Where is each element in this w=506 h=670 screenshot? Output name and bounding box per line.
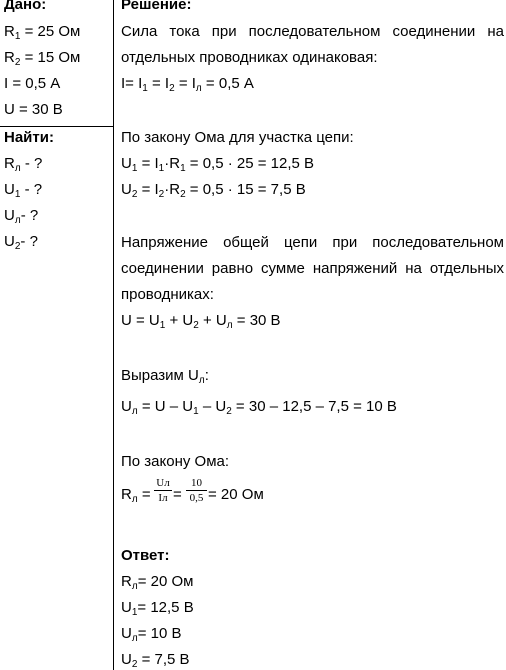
given-u: U = 30 В [4, 101, 63, 118]
given-i: I = 0,5 А [4, 75, 61, 92]
solution-heading: Решение: [121, 0, 192, 13]
fraction-denominator: Iл [158, 492, 168, 504]
given-r2: $R_2 = 15$ Ом [4, 49, 81, 68]
equation-u1: $U_1 = I_1\cdot R_1 = 0,5 \cdot 25 = 12,5$ В [121, 155, 315, 174]
fraction-10-05 [186, 477, 207, 504]
fraction-numerator: 10 [191, 477, 202, 489]
answer-item: $U_2 = 7,5$ В [121, 651, 190, 670]
answer-item: $U_л= 10$ В [121, 625, 182, 644]
solution-paragraph-line: отдельных проводниках одинаковая: [121, 49, 378, 66]
express-ul: Выразим $U_л$: [121, 367, 209, 386]
fraction-denominator: 0,5 [189, 492, 204, 504]
answer-item: $R_л= 20$ Ом [121, 573, 194, 592]
solution-paragraph-line: Напряжение общей цепи при последовательном [121, 234, 504, 251]
answer-item: $U_1= 12,5$ В [121, 599, 194, 618]
find-item: $U_2-$ ? [4, 233, 38, 252]
column-divider [113, 0, 114, 670]
equation-current: $I= I_1 = I_2 = I_л = 0,5$ А [121, 75, 254, 94]
solution-paragraph-line: Сила тока при последовательном соединении на [121, 23, 504, 40]
equation-rl-lhs: $R_л$ = [121, 486, 151, 505]
equation-u-total: $U = U_1 + U_2 + U_л = 30$ В [121, 312, 281, 331]
fraction-ul-il [154, 477, 172, 504]
given-heading: Дано: [4, 0, 47, 13]
solution-paragraph-line: проводниках: [121, 286, 214, 303]
fraction-numerator: Uл [156, 477, 170, 489]
fraction-bar [154, 490, 172, 491]
equation-rl-result: = 20 Ом [208, 486, 264, 503]
equation-ul: $U_л = U - U_1 - U_2 = 30 - 12,5 - 7,5 = 10$ В [121, 398, 397, 417]
find-heading: Найти: [4, 129, 54, 146]
find-item: $U_л-$ ? [4, 207, 39, 226]
given-r1: $R_1 = 25$ Ом [4, 23, 81, 42]
given-find-divider [0, 126, 113, 127]
fraction-bar [186, 490, 207, 491]
equals-sign: = [173, 486, 182, 503]
equation-u2: $U_2 = I_2\cdot R_2 = 0,5 \cdot 15 = 7,5$ В [121, 181, 306, 200]
ohm-intro: По закону Ома для участка цепи: [121, 129, 354, 146]
solution-paragraph-line: соединении равно сумме напряжений на отдельных [121, 260, 504, 277]
ohm-law-heading: По закону Ома: [121, 453, 230, 470]
answer-heading: Ответ: [121, 547, 170, 564]
find-item: $U_1$ - ? [4, 181, 43, 200]
find-item: $R_л$ - ? [4, 155, 43, 174]
